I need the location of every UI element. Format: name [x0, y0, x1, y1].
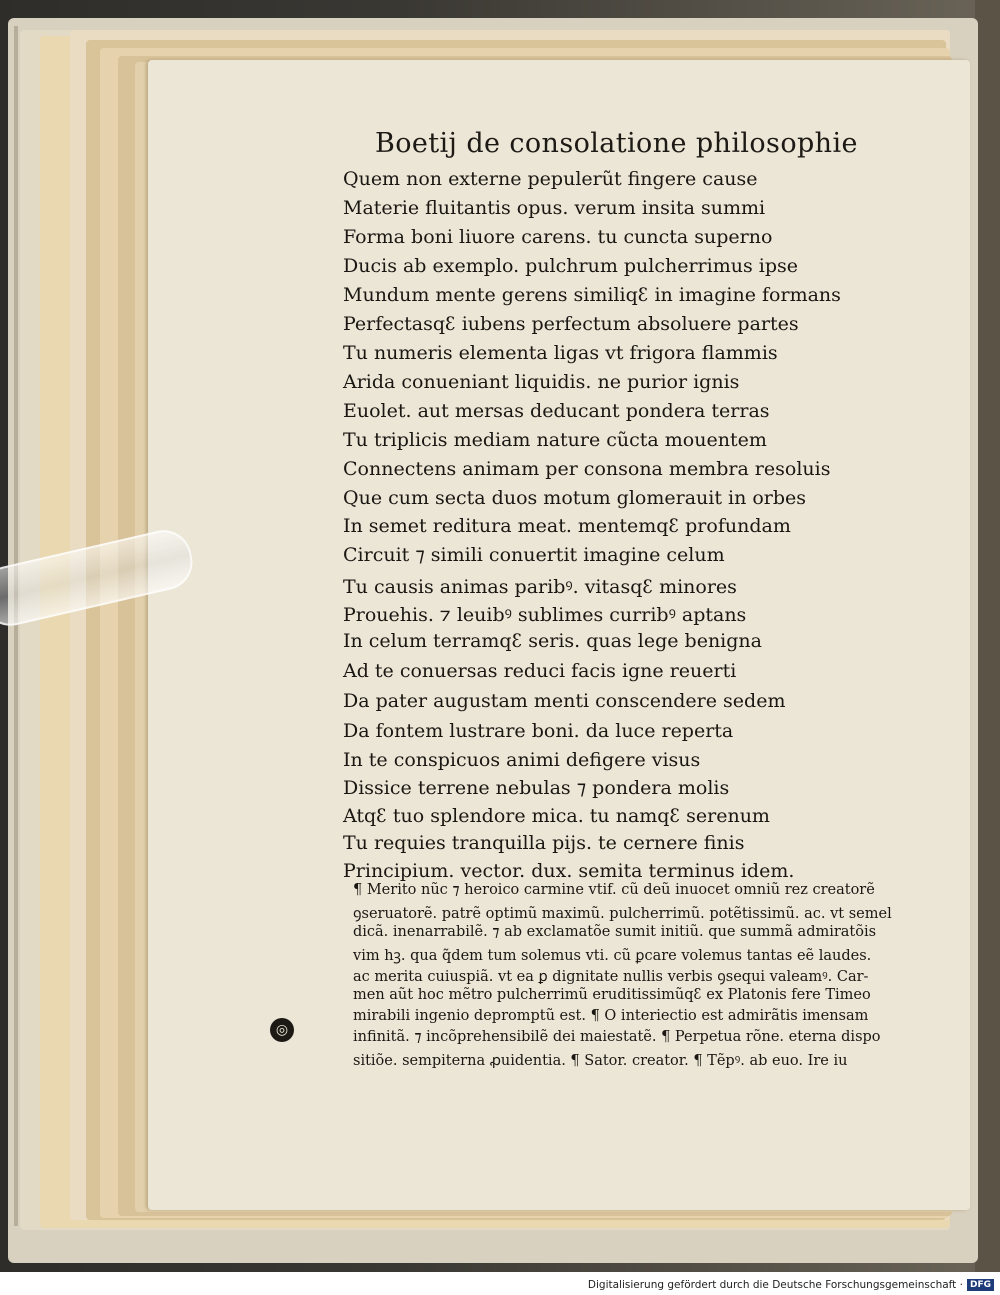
facing-page-edge — [975, 0, 1000, 1272]
commentary-line: ꝯseruatorẽ. patrẽ optimũ maximũ. pulcherrimũ. potẽtissimũ. ac. vt semel — [353, 906, 892, 922]
signature-mark: ◎ — [270, 1018, 294, 1042]
commentary-line: vim hꝫ. qua q̃dem tum solemus vti. cũ ꝑcare volemus tantas eẽ laudes. — [353, 948, 872, 964]
cover-edge — [14, 26, 18, 1226]
verse-line: Materie fluitantis opus. verum insita summi — [343, 197, 766, 219]
verse-line: Ducis ab exemplo. pulchrum pulcherrimus ipse — [343, 255, 798, 277]
commentary-line: mirabili ingenio depromptũ est. ¶ O interiectio est admirãtis imensam — [353, 1008, 869, 1024]
commentary-line: infinitã. ⁊ incõprehensibilẽ dei maiestatẽ. ¶ Perpetua rõne. eterna dispo — [353, 1029, 881, 1045]
commentary-line: sitiõe. sempiterna ꝓuidentia. ¶ Sator. creator. ¶ Tẽpꝰ. ab euo. Ire iu — [353, 1053, 848, 1069]
footer-credit — [588, 1279, 994, 1291]
verse-line: In semet reditura meat. mentemqꜫ profundam — [343, 515, 791, 537]
verse-line: Tu numeris elementa ligas vt frigora flammis — [343, 342, 778, 364]
verse-line: Atqꜫ tuo splendore mica. tu namqꜫ serenum — [343, 805, 770, 827]
commentary-line: ac merita cuiuspiã. vt ea ꝑ dignitate nullis verbis ꝯsequi valeamꝰ. Car- — [353, 969, 869, 985]
verse-line: Perfectasqꜫ iubens perfectum absoluere partes — [343, 313, 799, 335]
verse-line: Que cum secta duos motum glomerauit in orbes — [343, 487, 807, 509]
verse-line: Principium. vector. dux. semita terminus idem. — [343, 860, 795, 882]
verse-line: Euolet. aut mersas deducant pondera terras — [343, 400, 770, 422]
commentary-line: ¶ Merito nũc ⁊ heroico carmine vtif. cũ deũ inuocet omniũ rez creatorẽ — [353, 882, 875, 898]
commentary-line: dicã. inenarrabilẽ. ⁊ ab exclamatõe sumit initiũ. que summã admiratõis — [353, 924, 877, 940]
verse-line: Connectens animam per consona membra resoluis — [343, 458, 831, 480]
verse-line: Da pater augustam menti conscendere sedem — [343, 690, 786, 712]
verse-line: In celum terramqꜫ seris. quas lege benigna — [343, 630, 762, 652]
credit-text: Digitalisierung gefördert durch die Deutsche Forschungsgemeinschaft · — [587, 1279, 963, 1291]
dfg-logo: DFG — [967, 1279, 994, 1291]
verse-line: Dissice terrene nebulas ⁊ pondera molis — [343, 777, 730, 799]
verse-line: Circuit ⁊ simili conuertit imagine celum — [343, 544, 725, 566]
verse-line: Tu triplicis mediam nature cũcta mouentem — [343, 429, 767, 451]
verse-line: Quem non externe pepulerũt fingere cause — [343, 168, 758, 190]
verse-line: In te conspicuos animi defigere visus — [343, 749, 701, 771]
verse-line: Mundum mente gerens similiqꜫ in imagine formans — [343, 284, 841, 306]
verse-line: Ad te conuersas reduci facis igne reuerti — [343, 660, 737, 682]
verse-line: Prouehis. ⁊ leuibꝰ sublimes curribꝰ aptans — [343, 604, 747, 626]
page-title: Boetij de consolatione philosophie — [375, 128, 858, 159]
commentary-line: men aũt hoc mẽtro pulcherrimũ eruditissimũqꜫ ex Platonis fere Timeo — [353, 987, 871, 1003]
verse-line: Arida conueniant liquidis. ne purior ignis — [343, 371, 740, 393]
verse-line: Forma boni liuore carens. tu cuncta superno — [343, 226, 773, 248]
verse-line: Tu requies tranquilla pijs. te cernere finis — [343, 832, 745, 854]
verse-line: Tu causis animas paribꝰ. vitasqꜫ minores — [343, 576, 737, 598]
verse-line: Da fontem lustrare boni. da luce reperta — [343, 720, 734, 742]
